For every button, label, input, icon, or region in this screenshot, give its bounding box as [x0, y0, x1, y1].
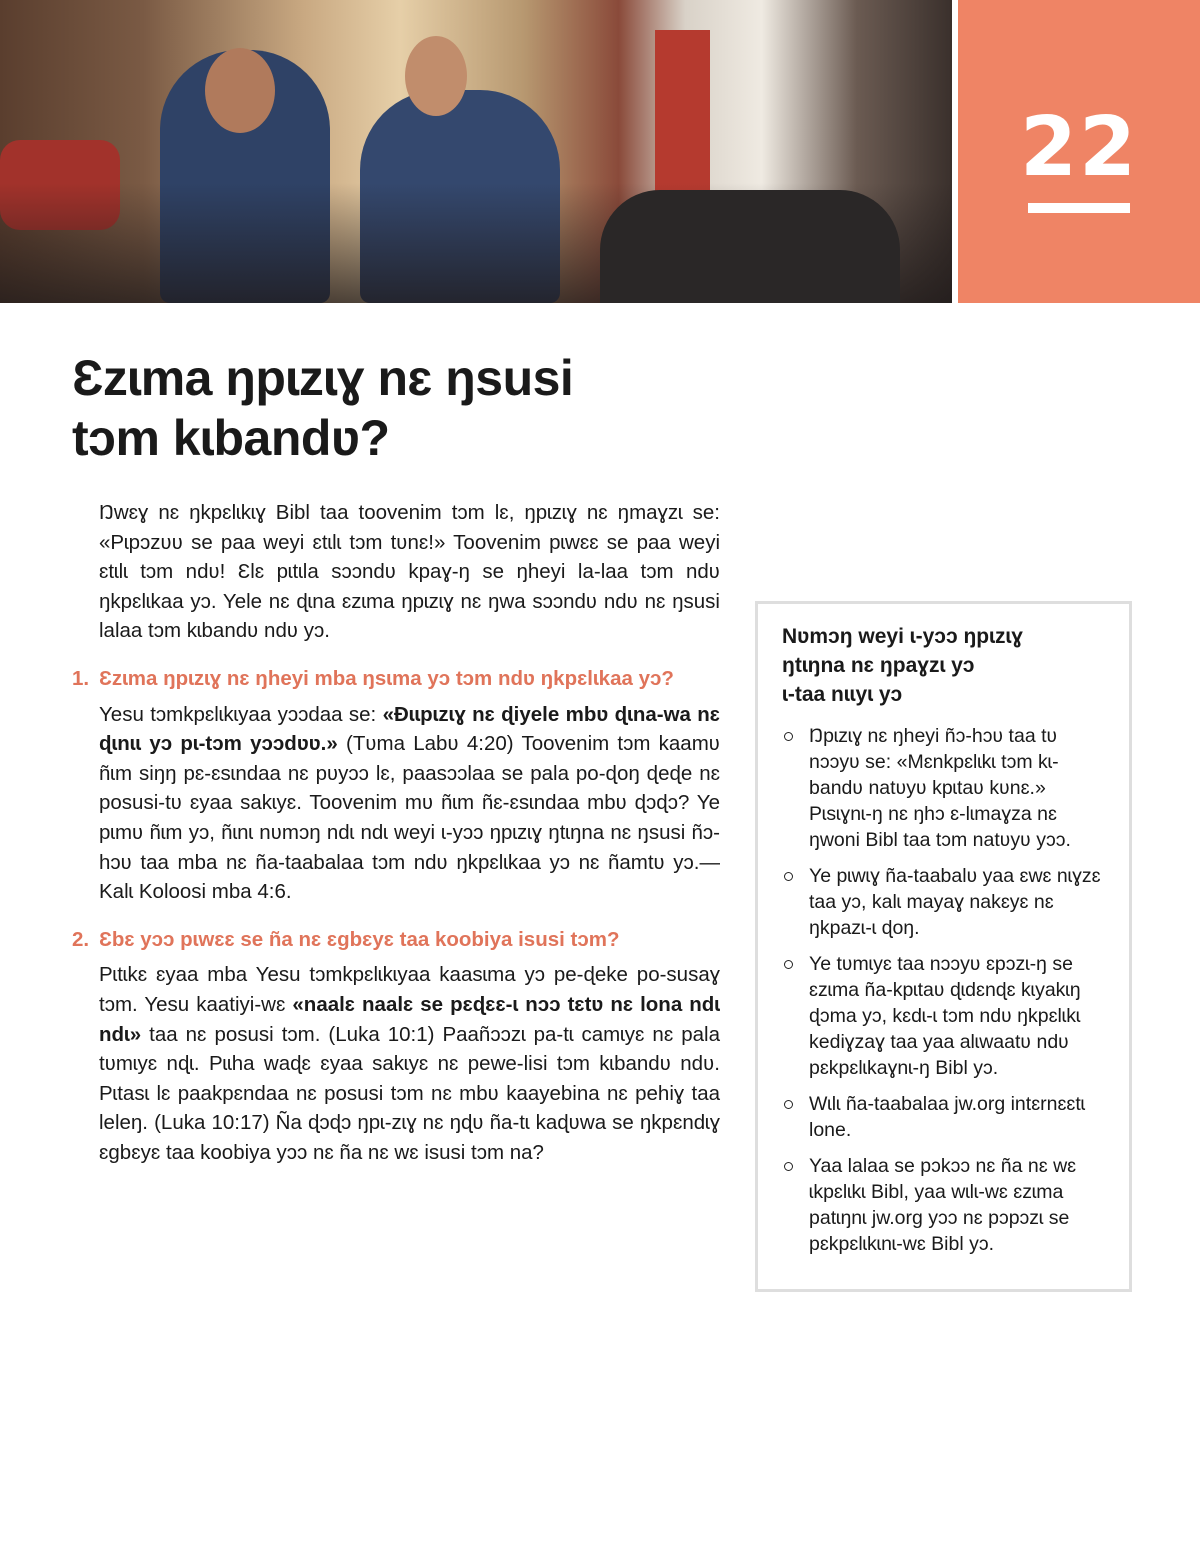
title-line: tɔm kɩbandʋ? — [72, 410, 390, 466]
sidebar-box — [755, 601, 1132, 1292]
text: (Tʋma Labʋ 4:20) Toovenim tɔm kaamʋ ñɩm siŋŋ pɛ-ɛsɩndaa nɛ pʋyɔɔ lɛ, paasɔɔlaa se pala po-ɖoŋ ɖeɖe nɛ posusi-tʋ ɛyaa sakɩyɛ. Toovenim mʋ ñɩm ñɛ-ɛsɩndaa mbʋ ɖɔɖɔ? Ye pɩmʋ ñɩm yɔ, ñɩnɩ nʋmɔŋ ndɩ ndɩ weyi ɩ-yɔɔ ŋpɩzɩɣ ŋtɩŋna nɛ ŋsusi ñɔ-hɔʋ taa mba nɛ ña-taabalaa tɔm ndʋ ŋkpɛlɩkaa yɔ nɛ ñamtʋ yɔ.—Kalɩ Koloosi mba 4:6. — [99, 732, 720, 904]
main-column — [72, 348, 720, 1167]
photo-younger-man-head — [405, 36, 467, 116]
text: Yesu tɔmkpɛlɩkɩyaa yɔɔdaa se: — [99, 702, 383, 726]
list-item-text: Yaa lalaa se pɔkɔɔ nɛ ña nɛ wɛ ɩkpɛlɩkɩ Bibl, yaa wɩlɩ-wɛ ɛzɩma patɩŋnɩ jw.org yɔɔ nɛ pɔpɔzɩ se pɛkpɛlɩkɩnɩ-wɛ Bibl yɔ. — [809, 1155, 1077, 1255]
question-number: 2. — [72, 927, 90, 951]
question-text: Ɛzɩma ŋpɩzɩɣ nɛ ŋheyi mba ŋsɩma yɔ tɔm ndʋ ŋkpɛlɩkaa yɔ? — [99, 666, 674, 690]
sidebar-title-line: ŋtɩŋna nɛ ŋpaɣzɩ yɔ — [782, 654, 975, 677]
list-item — [782, 1091, 1107, 1143]
lesson-number-underline — [1028, 203, 1130, 213]
hero-photo-two-mechanics-talking — [0, 0, 952, 303]
page-title — [72, 348, 942, 468]
sidebar-title-line: Nʋmɔŋ weyi ɩ-yɔɔ ŋpɩzɩɣ — [782, 625, 1023, 648]
list-item — [782, 951, 1107, 1081]
list-item — [782, 863, 1107, 941]
circle-bullet-icon — [784, 1162, 793, 1171]
sidebar-title — [782, 622, 1107, 709]
circle-bullet-icon — [784, 960, 793, 969]
title-line: Ɛzɩma ŋpɩzɩɣ nɛ ŋsusi — [72, 350, 574, 406]
circle-bullet-icon — [784, 1100, 793, 1109]
question-heading-1 — [72, 664, 720, 694]
lesson-number: 22 — [1019, 100, 1139, 195]
photo-motorcycle — [600, 190, 900, 303]
question-text: Ɛbɛ yɔɔ pɩwɛɛ se ña nɛ ɛgbɛyɛ taa koobiya isusi tɔm? — [99, 927, 620, 951]
quoted-scripture: «naalɛ naalɛ se pɛɖɛɛ-ɩ nɔɔ tɛtʋ nɛ lona ndɩ ndɩ» — [99, 992, 720, 1046]
text: Pɩtɩkɛ ɛyaa mba Yesu tɔmkpɛlɩkɩyaa kaasɩma yɔ pe-ɖeke po-susaɣ tɔm. Yesu kaatiyi-wɛ — [99, 963, 720, 1016]
text: taa nɛ posusi tɔm. (Luka 10:1) Paañɔɔzɩ pa-tɩ camɩyɛ nɛ pala tʋmɩyɛ nɖɩ. Pɩɩha waɖɛ ɛyaa sakɩyɛ nɛ pewe-lisi tɔm kɩbandʋ ndʋ. Pɩtasɩ lɛ paakpɛndaa nɛ posusi tɔm nɛ mbʋ kaayebina nɛ pehiɣ taa leleŋ. (Luka 10:17) Ña ɖɔɖɔ ŋpɩ-zɩɣ nɛ ŋɖʋ ña-tɩ kaɖʋwa se ŋkpɛndɩɣ ɛgbɛyɛ taa koobiya yɔɔ nɛ ña nɛ wɛ isusi tɔm na? — [99, 1022, 720, 1164]
sidebar-title-line: ɩ-taa nɩɩyɩ yɔ — [782, 683, 903, 706]
list-item-text: Wɩlɩ ña-taabalaa jw.org intɛrnɛɛtɩ lone. — [809, 1093, 1086, 1141]
circle-bullet-icon — [784, 732, 793, 741]
sidebar-list — [782, 723, 1107, 1257]
question-number: 1. — [72, 666, 90, 690]
intro-paragraph — [99, 498, 720, 646]
intro-text: Ŋwɛɣ nɛ ŋkpɛlɩkɩɣ Bibl taa toovenim tɔm lɛ, ŋpɩzɩɣ nɛ ŋmaɣzɩ se: «Pɩpɔzʋʋ se paa weyi ɛtɩlɩ tɔm tʋnɛ!» Toovenim pɩwɛɛ se paa weyi ɛtɩlɩ tɔm ndʋ! Ɛlɛ pɩtɩla sɔɔndʋ kpaɣ-ŋ se ŋheyi la-laa tɔm ndʋ ŋkpɛlɩkaa yɔ. Yele nɛ ɖɩna ɛzɩma ŋpɩzɩɣ nɛ ŋwa sɔɔndʋ ndʋ nɛ ŋsusi lalaa tɔm kɩbandʋ ndʋ yɔ. — [99, 501, 720, 643]
list-item — [782, 723, 1107, 853]
section-1-paragraph — [99, 700, 720, 907]
list-item-text: Ye pɩwɩɣ ña-taabalʋ yaa ɛwɛ nɩɣzɛ taa yɔ, kalɩ mayaɣ nakɛyɛ nɛ ŋkpazɩ-ɩ ɖoŋ. — [809, 865, 1101, 939]
circle-bullet-icon — [784, 872, 793, 881]
photo-older-man-head — [205, 48, 275, 133]
list-item — [782, 1153, 1107, 1257]
question-heading-2 — [72, 925, 720, 955]
quoted-scripture: «Ɖɩɩpɩzɩɣ nɛ ɖiyele mbʋ ɖɩna-wa nɛ ɖɩnɩɩ yɔ pɩ-tɔm yɔɔdʋʋ.» — [99, 702, 720, 756]
list-item-text: Ye tʋmɩyɛ taa nɔɔyʋ ɛpɔzɩ-ŋ se ɛzɩma ña-kpɩtaʋ ɖɩdɛnɖɛ kɩyakɩŋ ɖɔma yɔ, kɛdɩ-ɩ tɔm ndʋ ŋkpɛlɩkɩ kediɣzaɣ taa yaa alɩwaatʋ ndʋ pɛkpɛlɩkaɣnɩ-ŋ Bibl yɔ. — [809, 953, 1081, 1079]
lesson-number-block — [958, 0, 1200, 303]
list-item-text: Ŋpɩzɩɣ nɛ ŋheyi ñɔ-hɔʋ taa tʋ nɔɔyʋ se: «Mɛnkpɛlɩkɩ tɔm kɩ-bandʋ natʋyʋ kpɩtaʋ kʋnɛ.» Pɩsɩɣnɩ-ŋ nɛ ŋhɔ ɛ-lɩmaɣza nɛ ŋwoni Bibl taa tɔm natʋyʋ yɔɔ. — [809, 725, 1071, 851]
section-2-paragraph — [99, 960, 720, 1167]
